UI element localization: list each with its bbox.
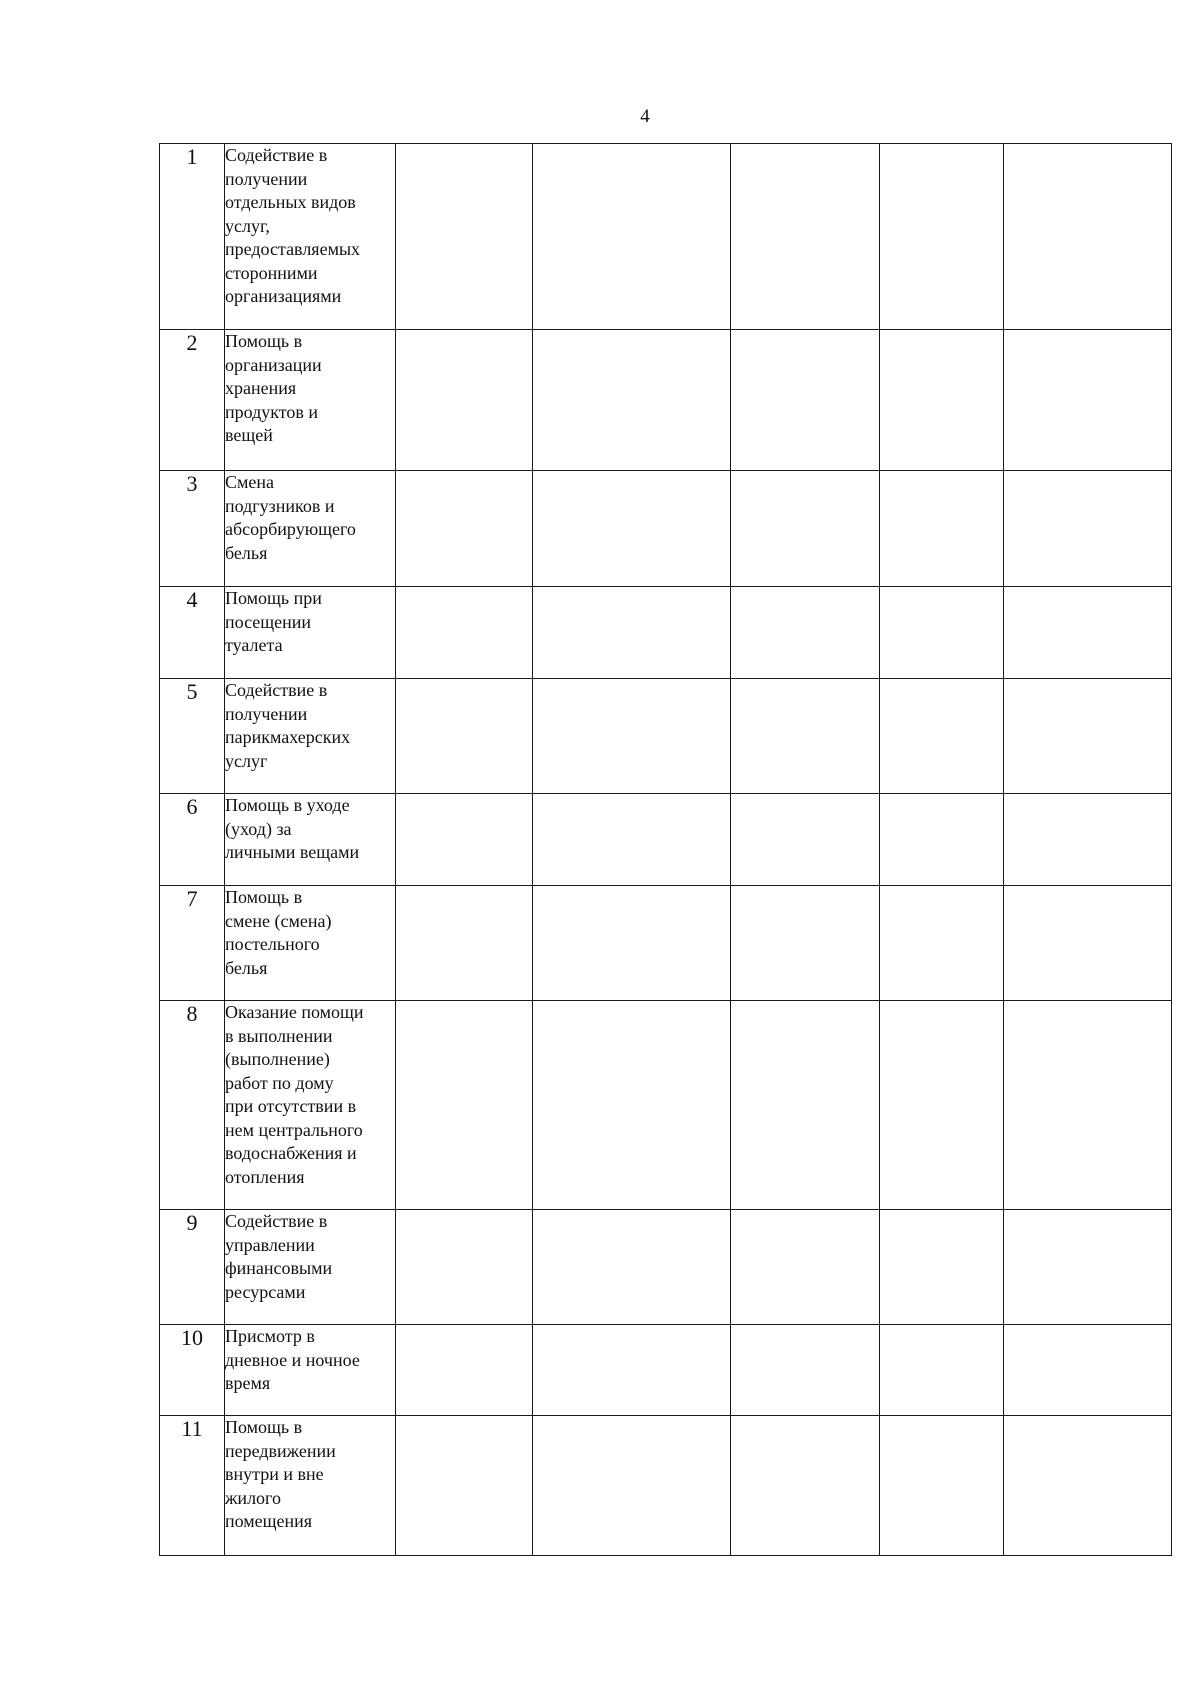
empty-cell — [533, 679, 731, 794]
table-row — [160, 1210, 1172, 1325]
page-number: 4 — [640, 106, 650, 127]
empty-cell — [731, 587, 880, 679]
table-row — [160, 1416, 1172, 1556]
empty-cell — [880, 1210, 1004, 1325]
empty-cell — [533, 471, 731, 587]
empty-cell — [1004, 587, 1172, 679]
empty-cell — [396, 1325, 533, 1416]
empty-cell — [880, 886, 1004, 1001]
service-name: Помощь в смене (смена) постельного белья — [225, 886, 396, 1001]
service-name: Оказание помощи в выполнении (выполнение) работ по дому при отсутствии в нем центрального водоснабжения и отопления — [225, 1001, 396, 1210]
row-number: 6 — [160, 794, 225, 886]
service-name: Помощь в передвижении внутри и вне жилого помещения — [225, 1416, 396, 1556]
empty-cell — [731, 144, 880, 330]
empty-cell — [731, 1325, 880, 1416]
row-number: 1 — [160, 144, 225, 330]
empty-cell — [396, 886, 533, 1001]
empty-cell — [880, 330, 1004, 471]
empty-cell — [533, 1001, 731, 1210]
table-row — [160, 1325, 1172, 1416]
empty-cell — [396, 471, 533, 587]
row-number: 9 — [160, 1210, 225, 1325]
empty-cell — [731, 471, 880, 587]
row-number: 10 — [160, 1325, 225, 1416]
empty-cell — [731, 679, 880, 794]
table-row — [160, 794, 1172, 886]
service-name: Содействие в получении отдельных видов услуг, предоставляемых сторонними организациями — [225, 144, 396, 330]
table-row — [160, 886, 1172, 1001]
empty-cell — [880, 1001, 1004, 1210]
service-name: Присмотр в дневное и ночное время — [225, 1325, 396, 1416]
row-number: 8 — [160, 1001, 225, 1210]
empty-cell — [396, 1001, 533, 1210]
service-name: Содействие в получении парикмахерских услуг — [225, 679, 396, 794]
empty-cell — [533, 1325, 731, 1416]
empty-cell — [396, 679, 533, 794]
table-row — [160, 144, 1172, 330]
empty-cell — [396, 1210, 533, 1325]
empty-cell — [880, 679, 1004, 794]
empty-cell — [396, 330, 533, 471]
empty-cell — [880, 794, 1004, 886]
service-name: Помощь в организации хранения продуктов и вещей — [225, 330, 396, 471]
empty-cell — [731, 886, 880, 1001]
row-number: 5 — [160, 679, 225, 794]
table-row — [160, 1001, 1172, 1210]
row-number: 4 — [160, 587, 225, 679]
empty-cell — [731, 1416, 880, 1556]
empty-cell — [731, 330, 880, 471]
empty-cell — [533, 144, 731, 330]
empty-cell — [533, 1416, 731, 1556]
empty-cell — [1004, 886, 1172, 1001]
empty-cell — [880, 471, 1004, 587]
service-name: Помощь при посещении туалета — [225, 587, 396, 679]
empty-cell — [731, 1001, 880, 1210]
empty-cell — [396, 1416, 533, 1556]
empty-cell — [1004, 1210, 1172, 1325]
empty-cell — [533, 1210, 731, 1325]
empty-cell — [731, 794, 880, 886]
empty-cell — [533, 794, 731, 886]
empty-cell — [880, 144, 1004, 330]
row-number: 3 — [160, 471, 225, 587]
empty-cell — [1004, 1325, 1172, 1416]
table-row — [160, 471, 1172, 587]
empty-cell — [396, 794, 533, 886]
empty-cell — [396, 144, 533, 330]
empty-cell — [396, 587, 533, 679]
empty-cell — [880, 587, 1004, 679]
service-name: Содействие в управлении финансовыми ресурсами — [225, 1210, 396, 1325]
service-name: Смена подгузников и абсорбирующего белья — [225, 471, 396, 587]
empty-cell — [533, 886, 731, 1001]
empty-cell — [1004, 794, 1172, 886]
service-name: Помощь в уходе (уход) за личными вещами — [225, 794, 396, 886]
empty-cell — [1004, 471, 1172, 587]
empty-cell — [1004, 330, 1172, 471]
row-number: 11 — [160, 1416, 225, 1556]
table-row — [160, 587, 1172, 679]
services-table — [159, 143, 1172, 1556]
empty-cell — [1004, 144, 1172, 330]
empty-cell — [1004, 679, 1172, 794]
empty-cell — [1004, 1416, 1172, 1556]
empty-cell — [731, 1210, 880, 1325]
empty-cell — [533, 587, 731, 679]
empty-cell — [1004, 1001, 1172, 1210]
empty-cell — [533, 330, 731, 471]
table-row — [160, 330, 1172, 471]
row-number: 7 — [160, 886, 225, 1001]
row-number: 2 — [160, 330, 225, 471]
table-row — [160, 679, 1172, 794]
empty-cell — [880, 1416, 1004, 1556]
empty-cell — [880, 1325, 1004, 1416]
